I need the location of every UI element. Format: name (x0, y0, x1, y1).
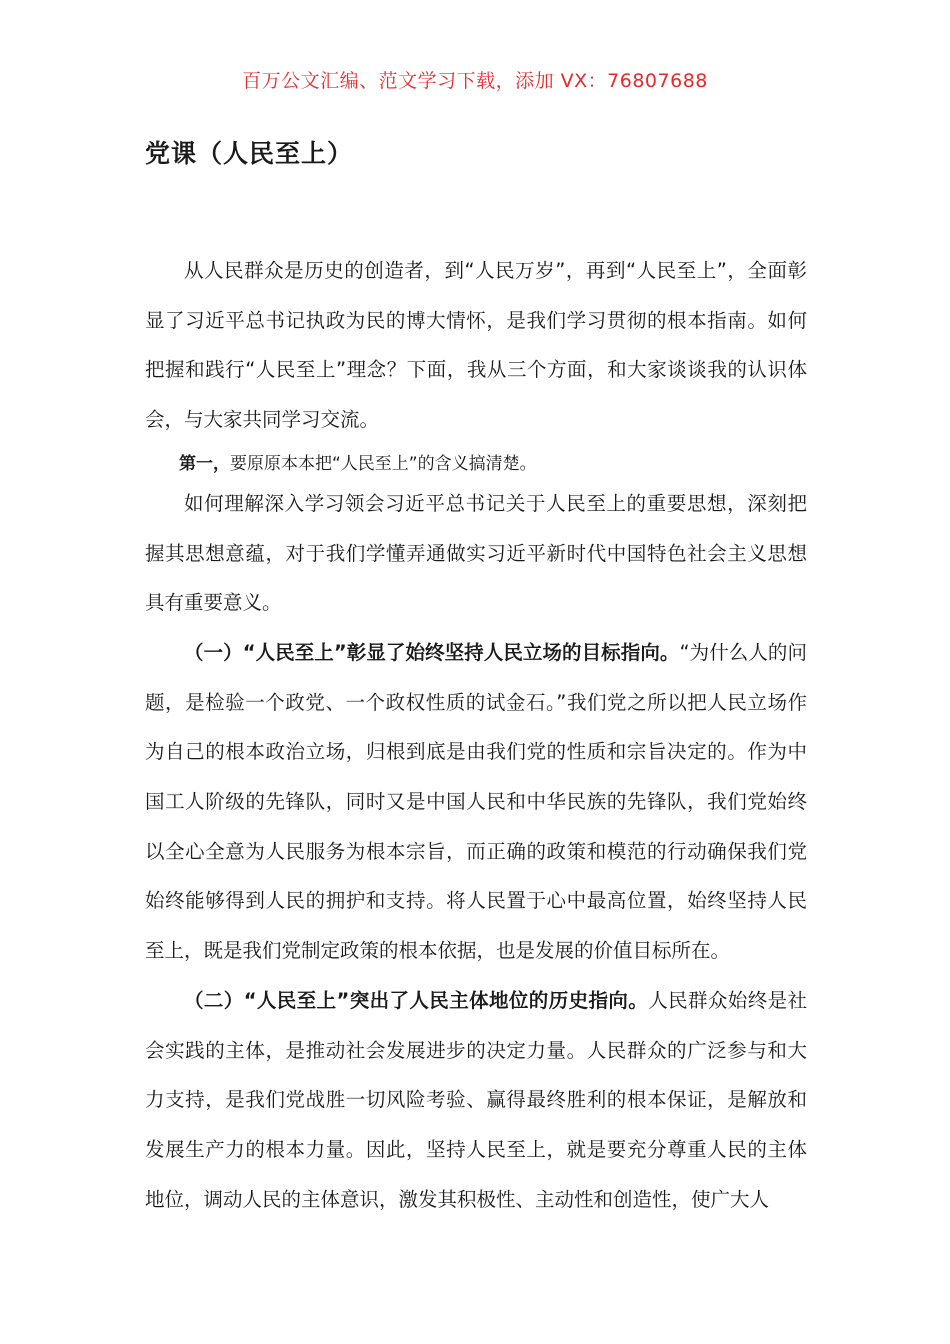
paragraph-point-two (145, 976, 807, 1225)
paragraph-text: “为什么人的问题，是检验一个政党、一个政权性质的试金石。”我们党之所以把人民立场作为自己的根本政治立场，归根到底是由我们党的性质和宗旨决定的。作为中国工人阶级的先锋队，同时又是中国人民和中华民族的先锋队，我们党始终以全心全意为人民服务为根本宗旨，而正确的政策和模范的行动确保我们党始终能够得到人民的拥护和支持。将人民置于心中最高位置，始终坚持人民至上，既是我们党制定政策的根本依据，也是发展的价值目标所在。 (145, 640, 807, 963)
paragraph-text: 从人民群众是历史的创造者，到“人民万岁”，再到“人民至上”，全面彰显了习近平总书记执政为民的博大情怀，是我们学习贯彻的根本指南。如何把握和践行“人民至上”理念？下面，我从三个方面，和大家谈谈我的认识体会，与大家共同学习交流。 (145, 259, 807, 432)
paragraph-intro (145, 246, 807, 445)
paragraph-section-one (145, 449, 807, 479)
watermark-banner: 百万公文汇编、范文学习下载，添加 VX：76807688 (242, 70, 708, 92)
paragraph-text: 人民群众始终是社会实践的主体，是推动社会发展进步的决定力量。人民群众的广泛参与和大力支持，是我们党战胜一切风险考验、赢得最终胜利的根本保证，是解放和发展生产力的根本力量。因此，坚持人民至上，就是要充分尊重人民的主体地位，调动人民的主体意识，激发其积极性、主动性和创造性，使广大人 (145, 988, 807, 1211)
point-heading: （二）“人民至上”突出了人民主体地位的历史指向。 (184, 988, 649, 1012)
paragraph-text: 如何理解深入学习领会习近平总书记关于人民至上的重要思想，深刻把握其思想意蕴，对于我们学懂弄通做实习近平新时代中国特色社会主义思想具有重要意义。 (145, 491, 807, 615)
point-heading: （一）“人民至上”彰显了始终坚持人民立场的目标指向。 (184, 640, 680, 664)
paragraph-text: 要原原本本把“人民至上”的含义搞清楚。 (230, 453, 537, 474)
paragraph-point-one (145, 628, 807, 976)
section-lead: 第一， (179, 453, 230, 474)
paragraph-understanding (145, 479, 807, 628)
document-body (145, 246, 807, 1224)
document-title: 党课（人民至上） (145, 139, 354, 168)
